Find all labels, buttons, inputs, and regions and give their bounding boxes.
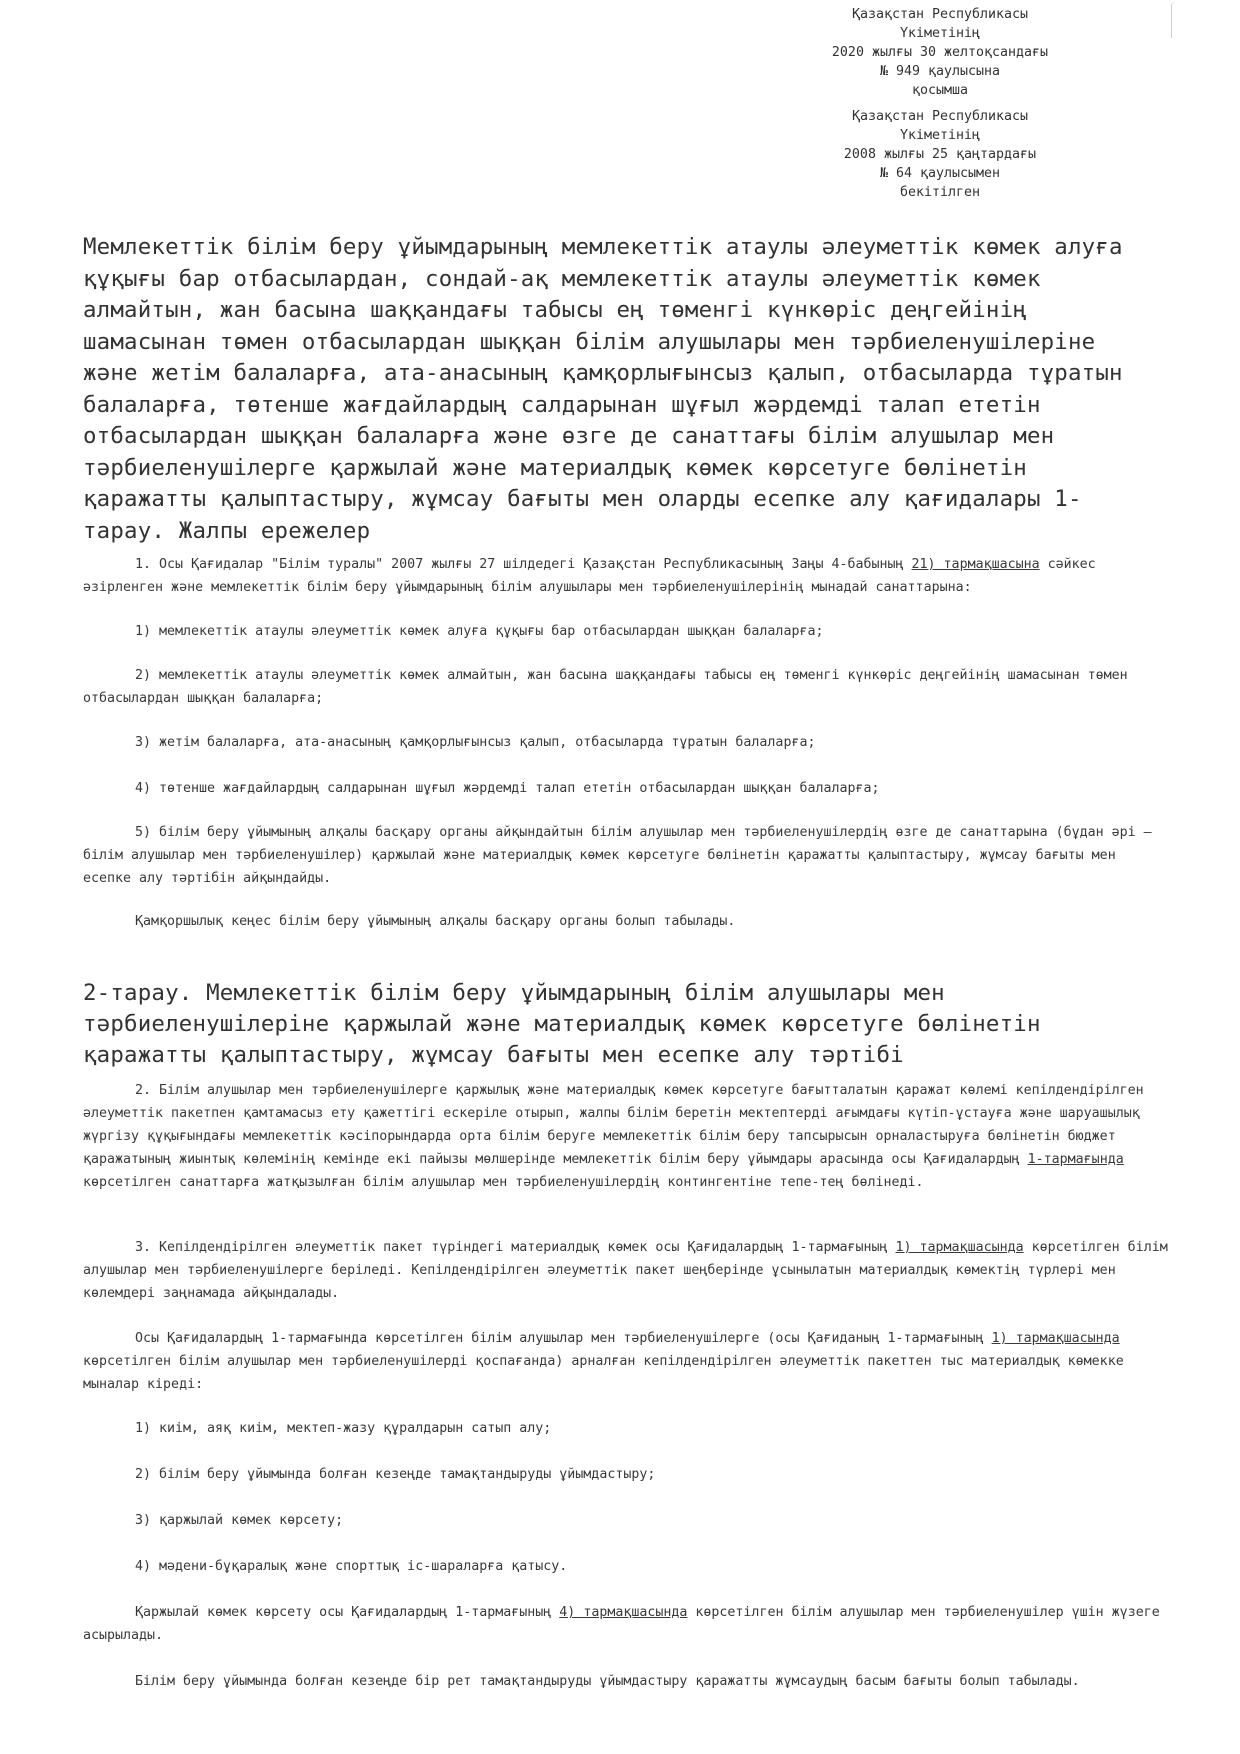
page-corner-mark bbox=[1171, 2, 1175, 38]
paragraph-text: 1. Осы Қағидалар "Білім туралы" 2007 жылғы 27 шілдедегі Қазақстан Республикасының Заңы 4-бабының bbox=[135, 557, 912, 572]
approval-line: № 949 қаулысына bbox=[879, 64, 1001, 79]
clause-reference-link[interactable]: 1-тармағында bbox=[1027, 1152, 1124, 1167]
paragraph-4 bbox=[83, 1327, 1168, 1396]
board-note: Қамқоршылық кеңес білім беру ұйымының алқалы басқару органы болып табылады. bbox=[135, 914, 736, 929]
approval-line: Үкіметінің bbox=[899, 128, 981, 143]
approval-line: № 64 қаулысымен bbox=[879, 166, 1001, 181]
paragraph-text: сәйкес әзірленген және мемлекеттік білім беру ұйымдарының білім алушылары мен тәрбиеленушілерінің мынадай санаттарына: bbox=[83, 557, 1096, 595]
list-item: 3) жетім балаларға, ата-анасының қамқорлығынсыз қалып, отбасыларда тұратын балаларға; bbox=[135, 735, 816, 750]
paragraph-text: 2. Білім алушылар мен тәрбиеленушілерге қаржылық және материалдық көмек көрсетуге бағытталатын қаражат көлемі кепілдендірілген әлеуметтік пакетпен қамтамасыз ету қажеттігі ескеріле отырып, жалпы білім беретін мектептерді ағымдағы күтіп-ұстауға және шаруашылық жүргізу құқығындағы мемлекеттік кәсіпорындарда орта білім беруге мемлекеттік білім беру тапсырысын орналастыруға бөлінетін бюджет қаражатының жиынтық көлемінің кемінде екі пайызы мөлшерінде мемлекеттік білім беру ұйымдары арасында осы Қағидалардың bbox=[83, 1083, 1144, 1167]
approval-line: қосымша bbox=[911, 83, 969, 98]
paragraph-5 bbox=[83, 1601, 1168, 1647]
approval-line: 2020 жылғы 30 желтоқсандағы bbox=[831, 45, 1049, 60]
paragraph-1 bbox=[83, 553, 1168, 599]
document-title: Мемлекеттік білім беру ұйымдарының мемлекеттік атаулы әлеуметтік көмек алуға құқығы бар отбасылардан, сондай-ақ мемлекеттік атаулы әлеуметтік көмек алмайтын, жан басына шаққандағы табысы ең төменгі күнкөріс деңгейінің шамасынан төмен отбасылардан шыққан білім алушылары мен тәрбиеленушілеріне және жетім балаларға, ата-анасының қамқорлығынсыз қалып, отбасыларда тұратын балаларға, төтенше жағдайлардың салдарынан шұғыл жәрдемді талап ететін отбасылардан шыққан балаларға және өзге де санаттағы білім алушылар мен тәрбиеленушілерге қаржылай және материалдық көмек көрсетуге бөлінетін қаражатты қалыптастыру, жұмсау бағыты мен оларды есепке алу қағидалары 1-тарау. Жалпы ережелер bbox=[83, 234, 1123, 544]
paragraph-text: көрсетілген білім алушылар мен тәрбиеленушілерге беріледі. Кепілдендірілген әлеуметтік пакет шеңберінде ұсынылатын материалдық көмектің түрлері мен көлемдері заңнамада айқындалады. bbox=[83, 1240, 1168, 1301]
list-item: 4) төтенше жағдайлардың салдарынан шұғыл жәрдемді талап ететін отбасылардан шыққан балаларға; bbox=[135, 781, 880, 796]
paragraph-3 bbox=[83, 1236, 1168, 1305]
subclause-reference-link[interactable]: 4) тармақшасында bbox=[559, 1605, 688, 1620]
list-item: 4) мәдени-бұқаралық және спорттық іс-шараларға қатысу. bbox=[135, 1559, 568, 1574]
subclause-reference-link[interactable]: 1) тармақшасында bbox=[991, 1331, 1120, 1346]
chapter-2-title: 2-тарау. Мемлекеттік білім беру ұйымдарының білім алушылары мен тәрбиеленушілеріне қаржылай және материалдық көмек көрсетуге бөлінетін қаражатты қалыптастыру, жұмсау бағыты мен есепке алу тәртібі bbox=[83, 980, 1041, 1068]
list-item: 2) мемлекеттік атаулы әлеуметтік көмек алмайтын, жан басына шаққандағы табысы ең төменгі күнкөріс деңгейінің шамасынан төмен отбасылардан шыққан балаларға; bbox=[83, 668, 1128, 706]
list-item: 1) мемлекеттік атаулы әлеуметтік көмек алуға құқығы бар отбасылардан шыққан балаларға; bbox=[135, 624, 824, 639]
approval-block-approved bbox=[800, 107, 1080, 202]
paragraph-2 bbox=[83, 1079, 1168, 1194]
paragraph-6: Білім беру ұйымында болған кезеңде бір рет тамақтандыруды ұйымдастыру қаражатты жұмсаудың басым бағыты болып табылады. bbox=[135, 1674, 1080, 1689]
approval-line: 2008 жылғы 25 қаңтардағы bbox=[843, 147, 1037, 162]
paragraph-text: көрсетілген білім алушылар мен тәрбиеленушілерді қоспағанда) арналған кепілдендірілген әлеуметтік пакеттен тыс материалдық көмекке мыналар кіреді: bbox=[83, 1354, 1124, 1392]
paragraph-text: Қаржылай көмек көрсету осы Қағидалардың 1-тармағының bbox=[135, 1605, 560, 1620]
list-item: 5) білім беру ұйымының алқалы басқару органы айқындайтын білім алушылар мен тәрбиеленушілердің өзге де санаттарына (бұдан әрі – білім алушылар мен тәрбиеленушілер) қаржылай және материалдық көмек көрсетуге бөлінетін қаражатты қалыптастыру, жұмсау бағыты мен есепке алу тәртібін айқындайды. bbox=[83, 825, 1152, 886]
paragraph-text: 3. Кепілдендірілген әлеуметтік пакет түріндегі материалдық көмек осы Қағидалардың 1-тармағының bbox=[135, 1240, 896, 1255]
list-item: 2) білім беру ұйымында болған кезеңде тамақтандыруды ұйымдастыру; bbox=[135, 1467, 656, 1482]
approval-line: Үкіметінің bbox=[899, 26, 981, 41]
list-item: 3) қаржылай көмек көрсету; bbox=[135, 1513, 344, 1528]
paragraph-text: Осы Қағидалардың 1-тармағында көрсетілген білім алушылар мен тәрбиеленушілерге (осы Қағиданың 1-тармағының bbox=[135, 1331, 992, 1346]
approval-line: Қазақстан Республикасы bbox=[851, 7, 1029, 22]
approval-line: Қазақстан Республикасы bbox=[851, 109, 1029, 124]
list-item: 1) киім, аяқ киім, мектеп-жазу құралдарын сатып алу; bbox=[135, 1421, 552, 1436]
approval-block-appendix bbox=[800, 5, 1080, 100]
law-reference-link[interactable]: 21) тармақшасына bbox=[911, 557, 1040, 572]
subclause-reference-link[interactable]: 1) тармақшасында bbox=[895, 1240, 1024, 1255]
approval-line: бекітілген bbox=[899, 185, 981, 200]
paragraph-text: көрсетілген білім алушылар мен тәрбиеленушілер үшін жүзеге асырылады. bbox=[83, 1605, 1160, 1643]
paragraph-text: көрсетілген санаттарға жатқызылған білім алушылар мен тәрбиеленушілердің контингентіне тепе-тең бөлінеді. bbox=[83, 1175, 924, 1190]
